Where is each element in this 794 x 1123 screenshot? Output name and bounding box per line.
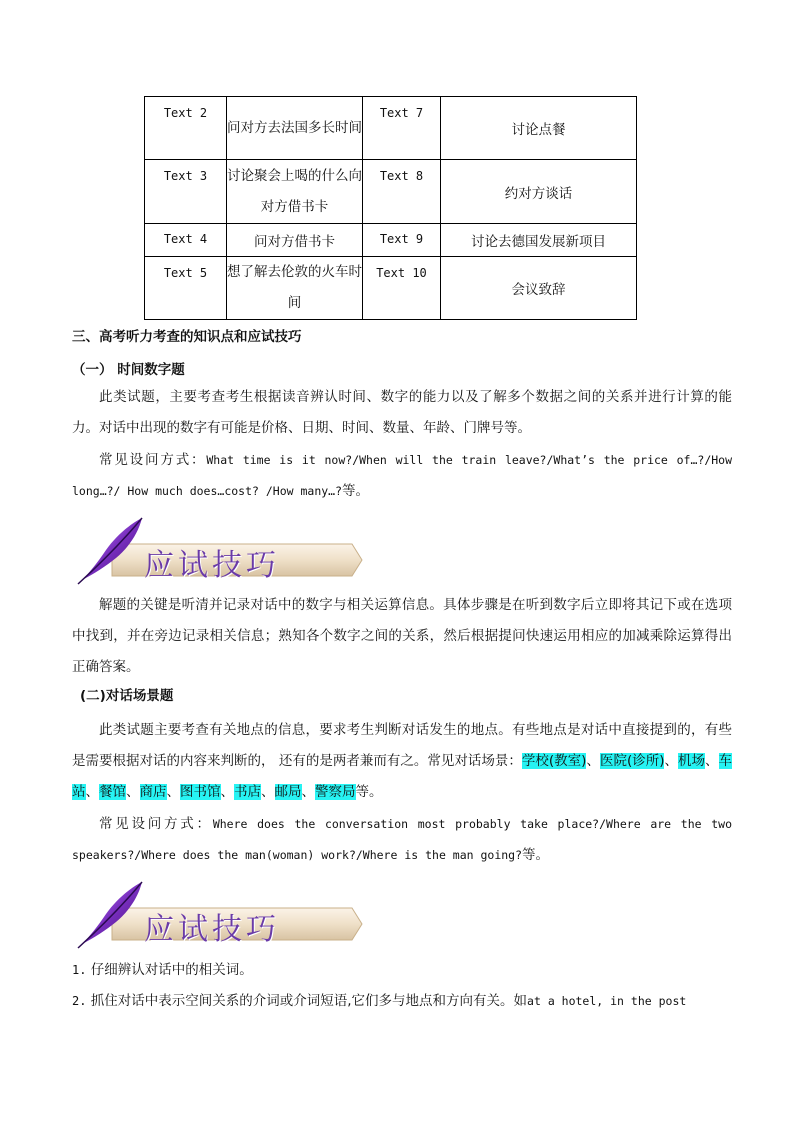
place-tag: 图书馆 <box>180 784 221 800</box>
separator: 、 <box>126 784 140 800</box>
table-row <box>145 257 637 320</box>
table-cell: 讨论聚会上喝的什么向对方借书卡 <box>227 160 363 224</box>
list-item <box>72 986 732 1017</box>
separator: 、 <box>664 753 678 769</box>
place-tag: 学校(教室) <box>521 753 587 769</box>
banner-title: 应试技巧 <box>144 548 280 583</box>
table-cell: 问对方借书卡 <box>227 224 363 257</box>
table-row <box>145 97 637 160</box>
subsection-heading: (二)对话场景题 <box>80 688 174 704</box>
question-text: Where does the conversation most probably take place?/Where are the two speakers?/Where does the man(woman) work?/Where is the man going? <box>72 817 733 862</box>
banner-title: 应试技巧 <box>144 912 280 947</box>
list-text: 仔细辨认对话中的相关词。 <box>90 962 253 978</box>
tips-banner <box>72 878 364 950</box>
separator: 、 <box>705 753 719 769</box>
subsection-heading: （一） 时间数字题 <box>72 362 185 378</box>
place-tag: 商店 <box>139 784 167 800</box>
table-cell: Text 5 <box>145 257 227 320</box>
list-text: 抓住对话中表示空间关系的介词或介词短语,它们多与地点和方向有关。如 <box>90 993 528 1009</box>
section-heading: 三、高考听力考查的知识点和应试技巧 <box>72 329 302 345</box>
paragraph: 解题的关键是听清并记录对话中的数字与相关运算信息。具体步骤是在听到数字后立即将其记下或在选项中找到，并在旁边记录相关信息；熟知各个数字之间的关系，然后根据提问快速运用相应的加减乘除运算得出正确答案。 <box>72 597 732 675</box>
paragraph-end: 等。 <box>355 784 383 800</box>
table-cell: 问对方去法国多长时间 <box>227 97 363 160</box>
table-cell: Text 4 <box>145 224 227 257</box>
question-label: 常见设问方式： <box>99 816 213 832</box>
place-tag: 车站 <box>72 753 733 800</box>
question-text: What time is it now?/When will the train leave?/What’s the price of…?/How long…?/ How much does…cost? /How many…? <box>72 453 733 498</box>
list-number: 2. <box>72 994 87 1008</box>
separator: 、 <box>586 753 600 769</box>
table-cell: Text 8 <box>363 160 441 224</box>
paragraph <box>72 715 732 808</box>
place-tag: 机场 <box>678 753 706 769</box>
place-tag: 邮局 <box>274 784 302 800</box>
table-cell: Text 10 <box>363 257 441 320</box>
table-cell: 讨论去德国发展新项目 <box>441 224 637 257</box>
separator: 、 <box>261 784 275 800</box>
list-item <box>72 955 732 986</box>
table-cell: 约对方谈话 <box>441 160 637 224</box>
question-end: 等。 <box>342 483 370 499</box>
place-tag: 书店 <box>234 784 261 800</box>
table-row <box>145 224 637 257</box>
paragraph-text: 此类试题主要考查有关地点的信息，要求考生判断对话发生的地点。有些地点是对话中直接提到的，有些是需要根据对话的内容来判断的， 还有的是两者兼而有之。常见对话场景： <box>72 722 732 769</box>
separator: 、 <box>301 784 315 800</box>
text-topic-table <box>144 96 637 320</box>
separator: 、 <box>85 784 99 800</box>
table-cell: 会议致辞 <box>441 257 637 320</box>
table-cell: Text 7 <box>363 97 441 160</box>
table-cell: 想了解去伦敦的火车时间 <box>227 257 363 320</box>
list-english: at a hotel, in the post <box>527 994 687 1008</box>
table-cell: 讨论点餐 <box>441 97 637 160</box>
separator: 、 <box>166 784 180 800</box>
place-tag: 警察局 <box>315 784 356 800</box>
place-tag: 餐馆 <box>99 784 126 800</box>
question-forms <box>72 809 732 871</box>
separator: 、 <box>220 784 234 800</box>
list-number: 1. <box>72 963 87 977</box>
table-cell: Text 3 <box>145 160 227 224</box>
question-forms <box>72 445 732 507</box>
question-label: 常见设问方式： <box>99 452 207 468</box>
question-end: 等。 <box>522 847 550 863</box>
place-tag: 医院(诊所) <box>599 753 665 769</box>
paragraph: 此类试题，主要考查考生根据读音辨认时间、数字的能力以及了解多个数据之间的关系并进行计算的能力。对话中出现的数字有可能是价格、日期、时间、数量、年龄、门牌号等。 <box>72 389 732 436</box>
tips-banner <box>72 514 364 586</box>
table-cell: Text 2 <box>145 97 227 160</box>
table-cell: Text 9 <box>363 224 441 257</box>
table-row <box>145 160 637 224</box>
